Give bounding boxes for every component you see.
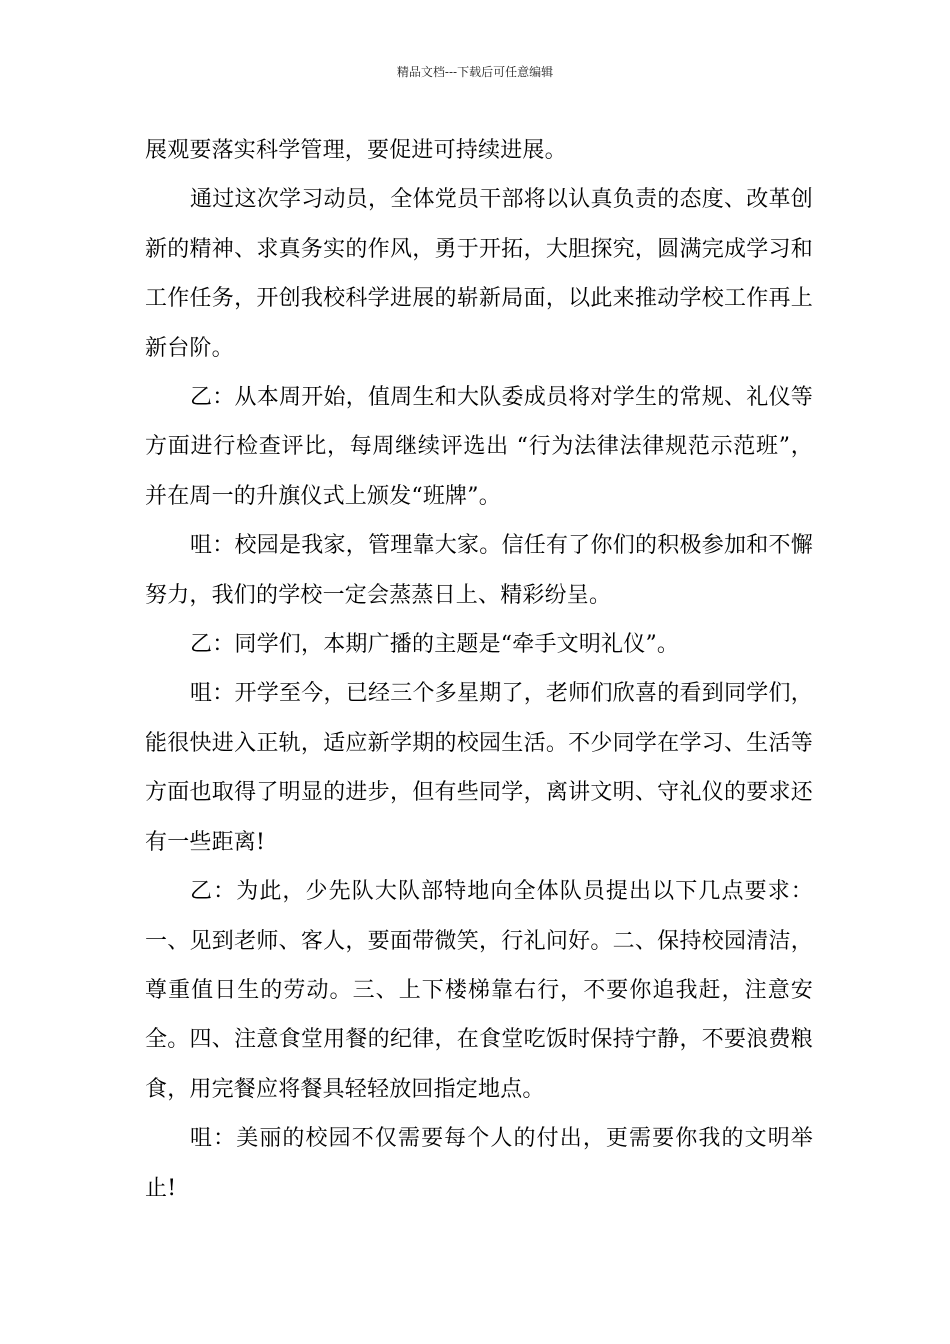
paragraph-8: 咀：美丽的校园不仅需要每个人的付出，更需要你我的文明举止!: [145, 1126, 813, 1201]
paragraph-6: 咀：开学至今，已经三个多星期了，老师们欣喜的看到同学们，能很快进入正轨，适应新学期的校园生活。不少同学在学习、生活等方面也取得了明显的进步，但有些同学，离讲文明、守礼仪的要求还有一些距离!: [145, 681, 813, 855]
document-body: [145, 126, 813, 1213]
paragraph-2: 通过这次学习动员，全体党员干部将以认真负责的态度、改革创新的精神、求真务实的作风，勇于开拓，大胆探究，圆满完成学习和工作任务，开创我校科学进展的崭新局面，以此来推动学校工作再上新台阶。: [145, 187, 813, 361]
page-header: 精品文档---下载后可任意编辑: [396, 65, 554, 79]
paragraph-5: 乙：同学们，本期广播的主题是“牵手文明礼仪”。: [190, 632, 680, 658]
paragraph-1: 展观要落实科学管理，要促进可持续进展。: [145, 138, 567, 163]
paragraph-3: 乙：从本周开始，值周生和大队委成员将对学生的常规、礼仪等方面进行检查评比，每周继续评选出 “行为法律法律规范示范班”，并在周一的升旗仪式上颁发“班牌”。: [145, 385, 813, 509]
paragraph-7: 乙：为此，少先队大队部特地向全体队员提出以下几点要求：一、见到老师、客人，要面带微笑，行礼问好。二、保持校园清洁，尊重值日生的劳动。三、上下楼梯靠右行，不要你追我赶，注意安全。四、注意食堂用餐的纪律，在食堂吃饭时保持宁静，不要浪费粮食，用完餐应将餐具轻轻放回指定地点。: [145, 879, 813, 1102]
paragraph-4: 咀：校园是我家，管理靠大家。信任有了你们的积极参加和不懈努力，我们的学校一定会蒸蒸日上、精彩纷呈。: [145, 533, 813, 608]
